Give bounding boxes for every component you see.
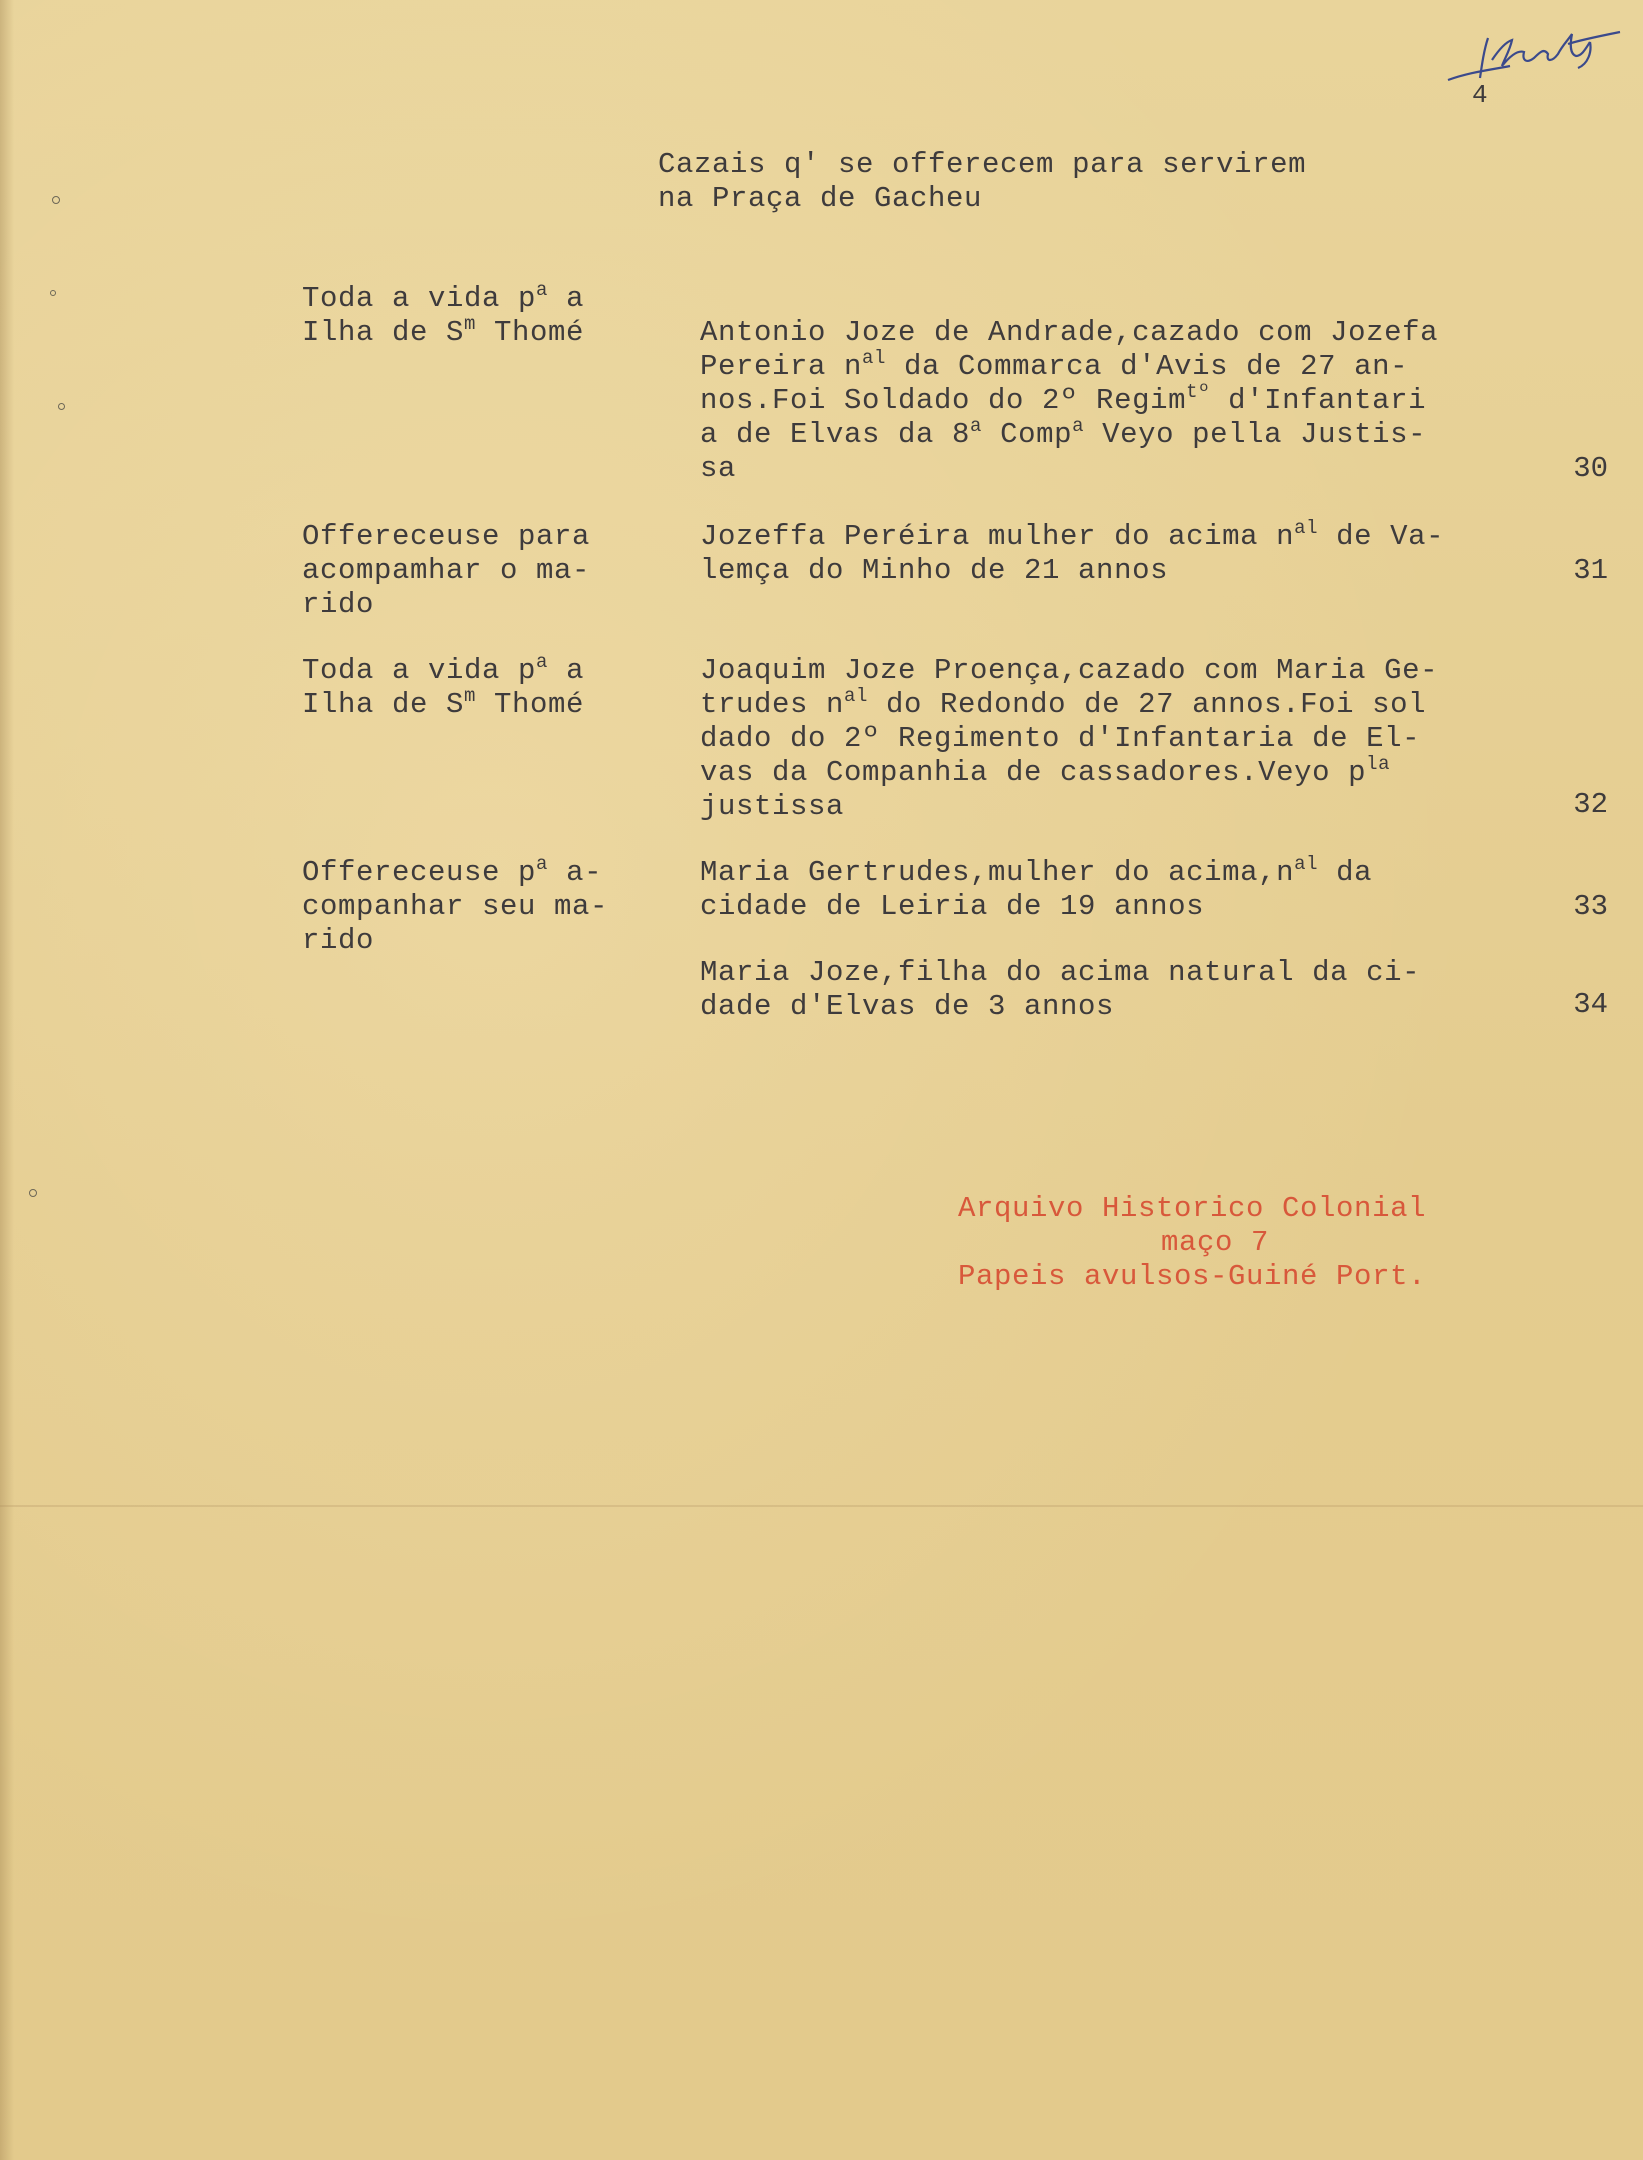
document-title-line-1: Cazais q' se offerecem para servirem (658, 148, 1307, 181)
entry-text-line: cidade de Leiria de 19 annos (700, 890, 1205, 923)
entry-note-line: Ilha de $S^m$ Thomé (302, 313, 585, 349)
entry-text-line: dado do 2º Regimento d'Infantaria de El- (700, 722, 1421, 755)
entry-text-line: Maria Gertrudes,mulher do $acima,n^{al}$ da (700, 853, 1373, 889)
entry-number: 32 (1573, 788, 1608, 821)
archive-stamp-line-2: maço 7 (1161, 1226, 1270, 1259)
entry-number: 30 (1573, 452, 1608, 485)
entry-text-line: justissa (700, 790, 845, 823)
punch-hole-mark (50, 290, 56, 296)
paper-fold-line (0, 1505, 1643, 1507)
entry-text-line: dade d'Elvas de 3 annos (700, 990, 1115, 1023)
punch-hole-mark (52, 196, 60, 204)
entry-text-line: Maria Joze,filha do acima natural da ci- (700, 956, 1421, 989)
entry-note-line: Offereceuse $p^a$ a- (302, 853, 603, 889)
entry-text-line: Jozeffa Peréira mulher do acima $n^{al}$ de Va- (700, 517, 1445, 553)
entry-text-line: lemça do Minho de 21 annos (700, 554, 1169, 587)
entry-number: 33 (1573, 890, 1608, 923)
entry-note-line: rido (302, 588, 375, 621)
entry-number: 31 (1573, 554, 1608, 587)
entry-text-line: Antonio Joze de Andrade,cazado com Jozefa (700, 316, 1439, 349)
paper-edge-shadow (0, 0, 14, 2160)
entry-note-line: rido (302, 924, 375, 957)
entry-number: 34 (1573, 988, 1608, 1021)
entry-text-line: trudes $n^{al}$ do Redondo de 27 annos.Foi sol (700, 685, 1427, 721)
document-title-line-2: na Praça de Gacheu (658, 182, 983, 215)
entry-note-line: Toda a vida $p^a$ a (302, 651, 585, 687)
entry-text-line: sa (700, 452, 737, 485)
entry-text-line: a de Elvas da 8$^a$ Comp$^a$ Veyo pella Justis- (700, 415, 1427, 451)
entry-note-line: acompamhar o ma- (302, 554, 591, 587)
entry-note-line: Ilha de $S^m$ Thomé (302, 685, 585, 721)
page-number: 4 (1472, 80, 1488, 110)
punch-hole-mark (58, 403, 65, 410)
punch-hole-mark (29, 1189, 37, 1197)
handwritten-signature (1440, 20, 1630, 90)
entry-text-line: Joaquim Joze Proença,cazado com Maria Ge- (700, 654, 1439, 687)
entry-text-line: vas da Companhia de cassadores.Veyo $p^{la}$ (700, 753, 1391, 789)
archive-stamp-line-3: Papeis avulsos-Guiné Port. (958, 1260, 1427, 1293)
entry-note-line: Offereceuse para (302, 520, 591, 553)
entry-text-line: nos.Foi Soldado do 2º Regim$^{tº}$ d'Infantari (700, 381, 1427, 417)
entry-note-line: Toda a vida $p^a$ a (302, 279, 585, 315)
archive-stamp-line-1: Arquivo Historico Colonial (958, 1192, 1427, 1225)
entry-note-line: companhar seu ma- (302, 890, 609, 923)
entry-text-line: Pereira $n^{al}$ da Commarca d'Avis de 27 an- (700, 347, 1409, 383)
